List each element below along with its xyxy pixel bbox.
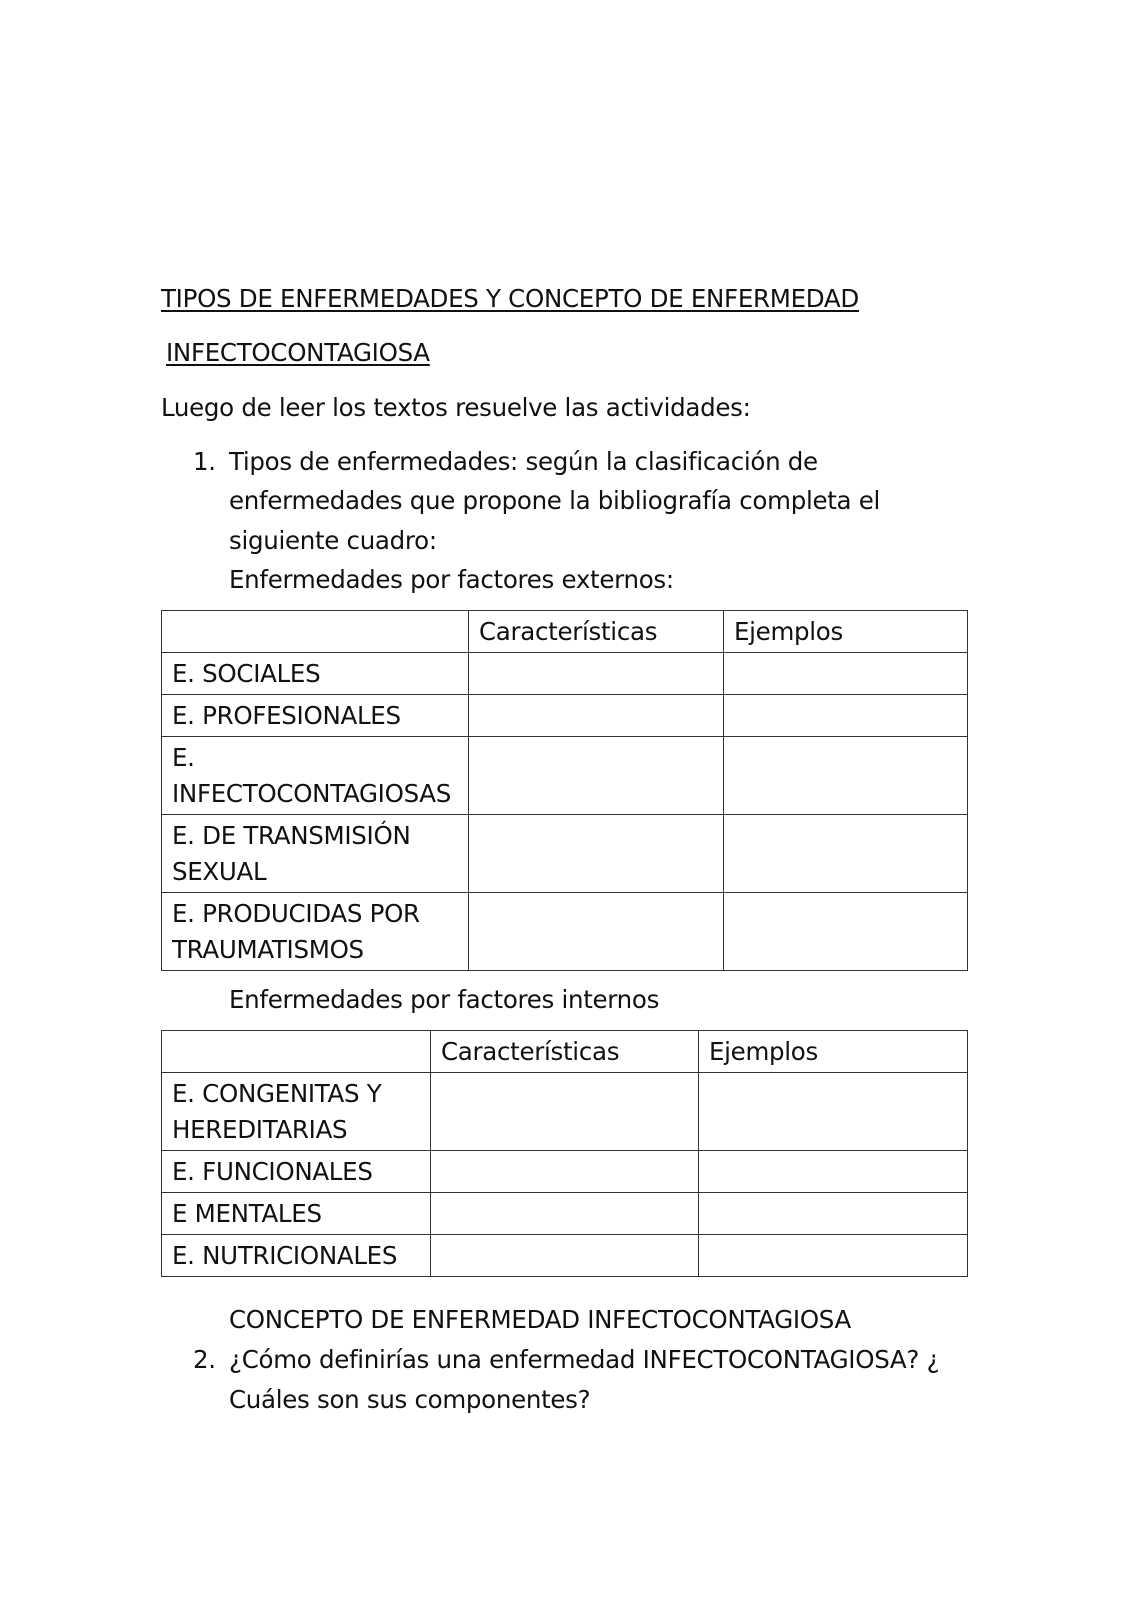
item-2-line-2: Cuáles son sus componentes? (229, 1385, 591, 1414)
answer-cell[interactable] (724, 893, 968, 971)
row-label-cell: E. NUTRICIONALES (162, 1235, 431, 1277)
table-row (162, 737, 968, 815)
answer-cell[interactable] (724, 653, 968, 695)
table-row (162, 893, 968, 971)
table-row (162, 1073, 968, 1151)
answer-cell[interactable] (431, 1235, 699, 1277)
item-1-number: 1. (193, 447, 216, 476)
header-cell-ejemplos: Ejemplos (699, 1031, 968, 1073)
internal-factors-table (161, 1030, 968, 1277)
external-heading: Enfermedades por factores externos: (229, 565, 674, 594)
answer-cell[interactable] (724, 695, 968, 737)
item-1-line-1: Tipos de enfermedades: según la clasificación de (229, 447, 818, 476)
answer-cell[interactable] (431, 1073, 699, 1151)
answer-cell[interactable] (469, 737, 724, 815)
answer-cell[interactable] (724, 737, 968, 815)
row-label-cell: E. DE TRANSMISIÓN SEXUAL (162, 815, 469, 893)
header-cell-caracteristicas: Características (469, 611, 724, 653)
header-cell-ejemplos: Ejemplos (724, 611, 968, 653)
answer-cell[interactable] (469, 815, 724, 893)
external-factors-table (161, 610, 968, 971)
answer-cell[interactable] (469, 653, 724, 695)
table-row (162, 695, 968, 737)
answer-cell[interactable] (699, 1235, 968, 1277)
table-row (162, 1151, 968, 1193)
item-1-line-3: siguiente cuadro: (229, 526, 437, 555)
table-row (162, 815, 968, 893)
row-label-cell: E. INFECTOCONTAGIOSAS (162, 737, 469, 815)
answer-cell[interactable] (699, 1073, 968, 1151)
table-header-row (162, 1031, 968, 1073)
table-header-row (162, 611, 968, 653)
answer-cell[interactable] (699, 1151, 968, 1193)
item-1-line-2: enfermedades que propone la bibliografía completa el (229, 486, 881, 515)
table-row (162, 1235, 968, 1277)
item-2-line-1: ¿Cómo definirías una enfermedad INFECTOCONTAGIOSA? ¿ (229, 1345, 940, 1374)
intro-text: Luego de leer los textos resuelve las actividades: (161, 393, 751, 422)
row-label-cell: E. SOCIALES (162, 653, 469, 695)
title-line-2: INFECTOCONTAGIOSA (166, 338, 430, 367)
internal-heading: Enfermedades por factores internos (229, 985, 660, 1014)
title-line-1: TIPOS DE ENFERMEDADES Y CONCEPTO DE ENFERMEDAD (161, 284, 859, 313)
answer-cell[interactable] (724, 815, 968, 893)
row-label-cell: E MENTALES (162, 1193, 431, 1235)
answer-cell[interactable] (469, 893, 724, 971)
concept-heading: CONCEPTO DE ENFERMEDAD INFECTOCONTAGIOSA (229, 1305, 851, 1334)
table-row (162, 653, 968, 695)
header-cell (162, 1031, 431, 1073)
row-label-cell: E. FUNCIONALES (162, 1151, 431, 1193)
item-2-number: 2. (193, 1345, 216, 1374)
header-cell-caracteristicas: Características (431, 1031, 699, 1073)
header-cell (162, 611, 469, 653)
answer-cell[interactable] (699, 1193, 968, 1235)
table-row (162, 1193, 968, 1235)
answer-cell[interactable] (431, 1151, 699, 1193)
row-label-cell: E. PROFESIONALES (162, 695, 469, 737)
row-label-cell: E. CONGENITAS Y HEREDITARIAS (162, 1073, 431, 1151)
answer-cell[interactable] (431, 1193, 699, 1235)
answer-cell[interactable] (469, 695, 724, 737)
row-label-cell: E. PRODUCIDAS POR TRAUMATISMOS (162, 893, 469, 971)
